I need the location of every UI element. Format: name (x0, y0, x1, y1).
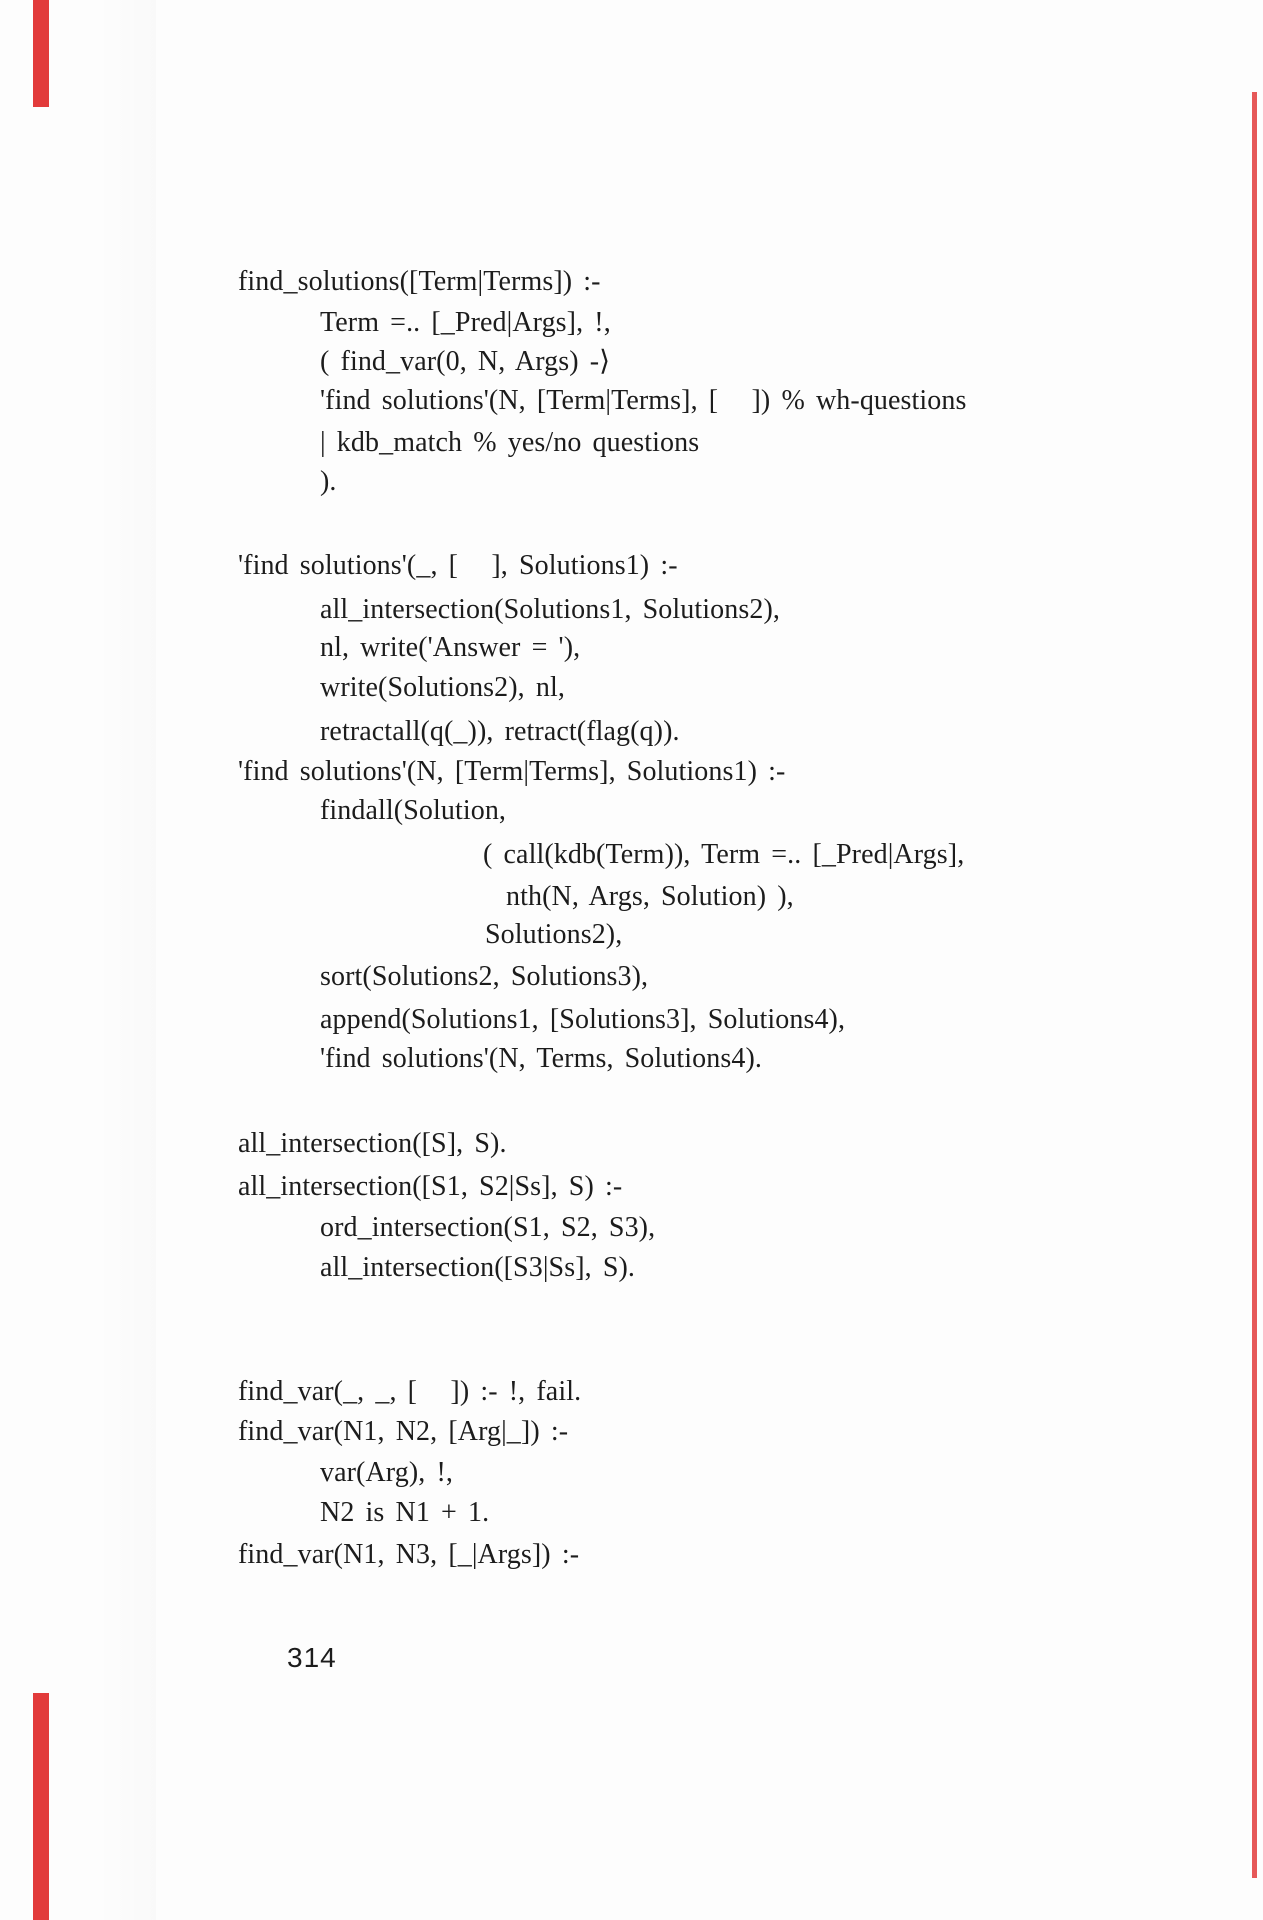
code-line: 'find solutions'(N, [Term|Terms], Solutions1) :- (238, 756, 786, 787)
code-line: N2 is N1 + 1. (320, 1497, 490, 1528)
scan-edge-mark-right (1252, 92, 1257, 1878)
code-line: append(Solutions1, [Solutions3], Solutions4), (320, 1004, 846, 1035)
code-line: 'find solutions'(_, [ ], Solutions1) :- (238, 550, 678, 581)
scan-edge-shading (96, 0, 156, 1920)
code-line: all_intersection([S1, S2|Ss], S) :- (238, 1171, 623, 1202)
code-line: all_intersection([S], S). (238, 1128, 507, 1159)
code-line: var(Arg), !, (320, 1457, 453, 1488)
scan-edge-mark-top-left (33, 0, 49, 107)
code-line: ( find_var(0, N, Args) -⟩ (320, 346, 611, 377)
code-line: nl, write('Answer = '), (320, 632, 581, 663)
code-line: Term =.. [_Pred|Args], !, (320, 307, 611, 338)
page-number: 314 (287, 1642, 337, 1673)
code-line: find_var(_, _, [ ]) :- !, fail. (238, 1376, 582, 1407)
code-line: nth(N, Args, Solution) ), (506, 881, 794, 912)
scan-edge-mark-bottom-left (33, 1693, 49, 1920)
code-line: ( call(kdb(Term)), Term =.. [_Pred|Args], (483, 839, 965, 870)
code-line: find_solutions([Term|Terms]) :- (238, 266, 601, 297)
code-line: Solutions2), (485, 919, 623, 950)
code-line: 'find solutions'(N, Terms, Solutions4). (320, 1043, 762, 1074)
code-line: 'find solutions'(N, [Term|Terms], [ ]) % wh-questions (320, 385, 967, 416)
code-line: retractall(q(_)), retract(flag(q)). (320, 716, 680, 747)
code-line: ord_intersection(S1, S2, S3), (320, 1212, 656, 1243)
code-line: findall(Solution, (320, 795, 507, 826)
code-line: sort(Solutions2, Solutions3), (320, 961, 649, 992)
code-line: all_intersection(Solutions1, Solutions2), (320, 594, 780, 625)
code-line: | kdb_match % yes/no questions (320, 427, 700, 458)
code-line: all_intersection([S3|Ss], S). (320, 1252, 636, 1283)
code-line: ). (320, 466, 337, 497)
code-line: find_var(N1, N3, [_|Args]) :- (238, 1539, 580, 1570)
code-line: find_var(N1, N2, [Arg|_]) :- (238, 1416, 569, 1447)
code-line: write(Solutions2), nl, (320, 672, 565, 703)
